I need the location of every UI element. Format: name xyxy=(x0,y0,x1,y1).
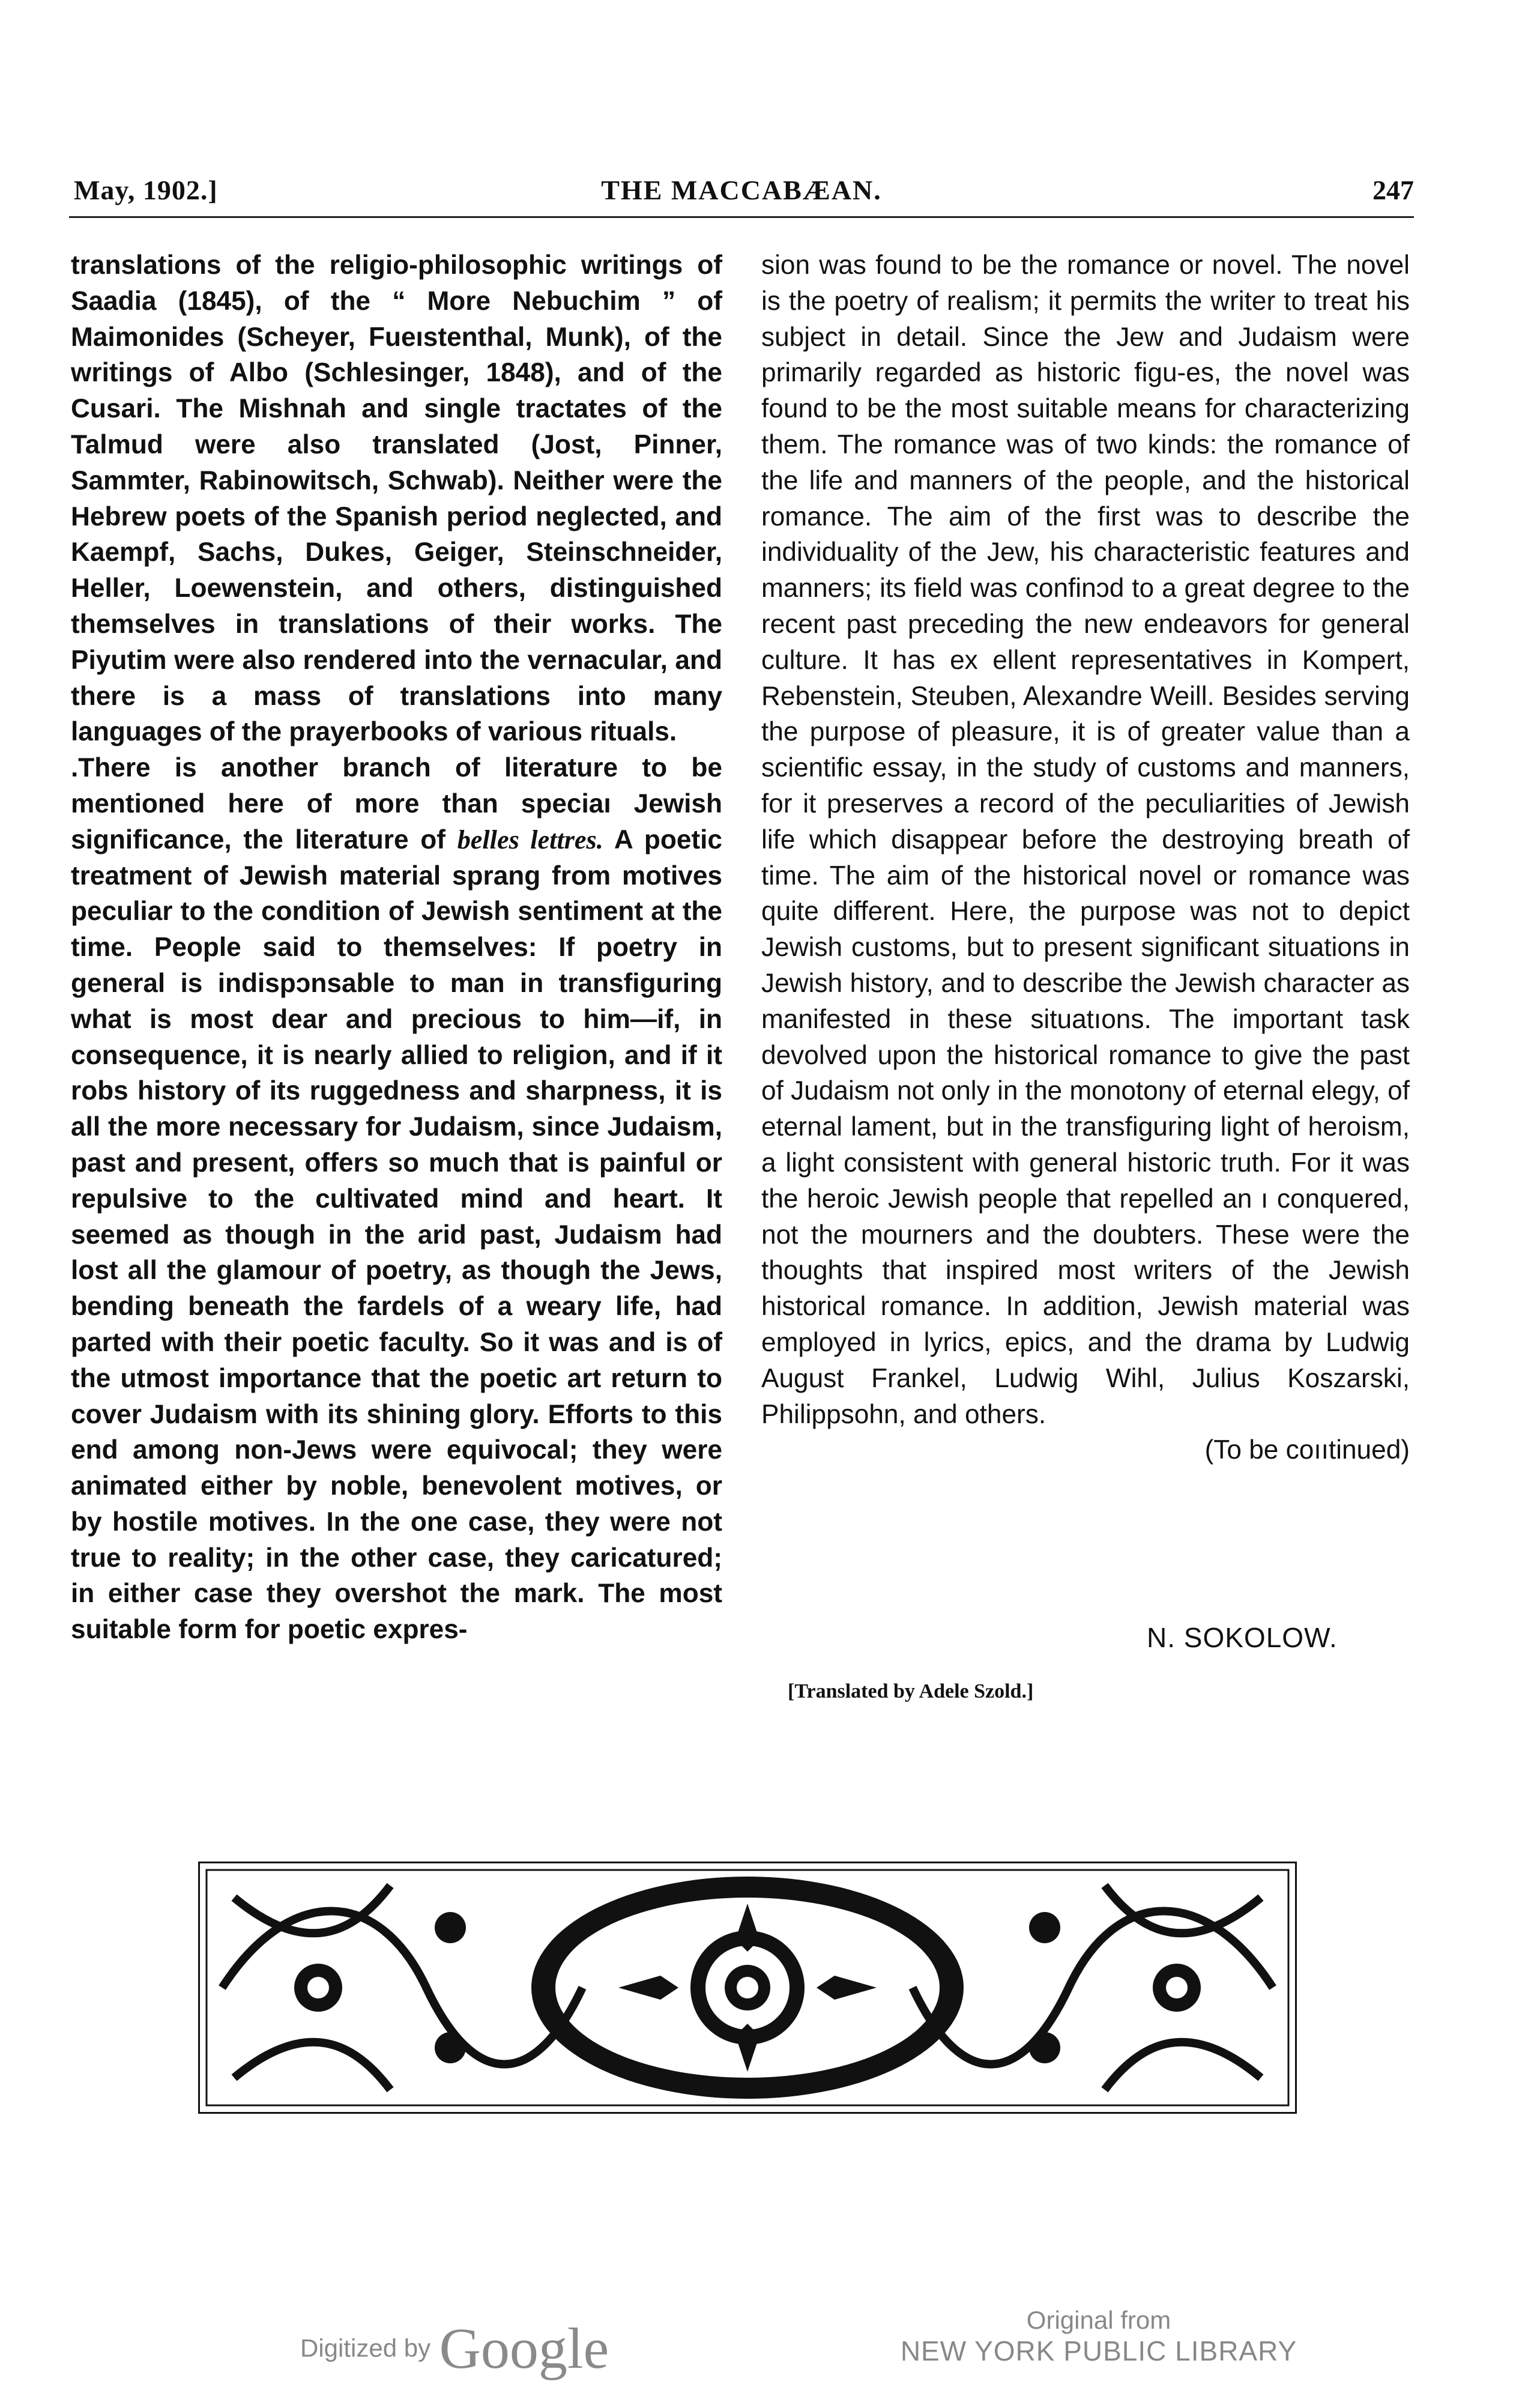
library-credit xyxy=(889,2306,1309,2367)
library-name: NEW YORK PUBLIC LIBRARY xyxy=(900,2335,1297,2367)
page-number: 247 xyxy=(1372,175,1414,205)
left-column xyxy=(71,247,722,1648)
right-paragraph-1: sion was found to be the romance or novel. The novel is the poetry of realism; it permits the writer to treat his subject in detail. Since the Jew and Judaism were primarily regarded as historic figu‐es, the novel was found to be the most suitable means for characterizing them. The romance was of two kinds: the romance of the life and manners of the people, and the historical romance. The aim of the first was to describe the individuality of the Jew, his characteristic features and manners; its field was confinɔd to a great degree to the recent past preceding the new endeavors for general culture. It has ex ellent representatives in Kompert, Rebenstein, Steuben, Alexandre Weill. Besides serving the purpose of pleasure, it is of greater value than a scientific essay, in the study of customs and manners, for it preserves a record of the peculiarities of Jewish life which disappear before the destroying breath of time. The aim of the historical novel or romance was quite different. Here, the purpose was not to depict Jewish customs, but to present significant situations in Jewish history, and to describe the Jewish character as manifested in these situatıons. The important task devolved upon the historical romance to give the past of Judaism not only in the monotony of eternal elegy, of eternal lament, but in the transfiguring light of heroism, a light consistent with general historic truth. For it was the heroic Jewish people that repelled an ı conquered, not the mourners and the doubters. These were the thoughts that inspired most writers of the Jewish historical romance. In addition, Jewish material was employed in lyrics, epics, and the drama by Ludwig August Frankel, Ludwig Wihl, Julius Koszarski, Philippsohn, and others. xyxy=(761,250,1410,1429)
digitized-by-text: Digitized by xyxy=(300,2334,431,2362)
issue-date: May, 1902.] xyxy=(74,175,218,205)
to-be-continued: (To be coııtinued) xyxy=(1204,1435,1410,1465)
running-header xyxy=(69,174,1414,215)
paragraph-2-start: .There is another branch of literature to be mentioned here of more than speciaı Jewish significance, the literature of xyxy=(71,753,722,855)
journal-title: THE MACCABÆAN. xyxy=(601,175,882,205)
paragraph-2-rest: A poetic treatment of Jewish material sprang from motives peculiar to the condition of Jewish sentiment at the time. People said to themselves: If poetry in general is indispɔnsable to man in transfiguring what is most dear and precious to him—if, in consequence, it is nearly allied to religion, and if it robs history of its ruggedness and sharpness, it is all the more necessary for Judaism, since Judaism, past and present, offers so much that is painful or repulsive to the cultivated mind and heart. It seemed as though in the arid past, Judaism had lost all the glamour of poetry, as though the Jews, bending beneath the fardels of a weary life, had parted with their poetic faculty. So it was and is of the utmost importance that the poetic art return to cover Judaism with its shining glory. Efforts to this end among non-Jews were equivocal; they were animated either by noble, benevolent motives, or by hostile motives. In the one case, they were not true to reality; in the other case, they caricatured; in either case they overshot the mark. The most suitable form for poetic expres- xyxy=(71,824,723,1645)
google-digitized-mark xyxy=(300,2315,609,2382)
google-logo: Google xyxy=(439,2316,609,2380)
belles-lettres-italic: belles lettres. xyxy=(457,824,603,855)
left-paragraph-2 xyxy=(71,750,722,1648)
left-paragraph-1: translations of the religio-philosophic writings of Saadia (1845), of the “ More Nebuchim ” of Maimonides (Scheyer, Fueıstenthal, Munk), of the writings of Albo (Schlesinger, 1848), and of the Cusari. The Mishnah and single tractates of the Talmud were also translated (Jost, Pinner, Sammter, Rabinowitsch, Schwab). Neither were the Hebrew poets of the Spanish period neglected, and Kaempf, Sachs, Dukes, Geiger, Steinschneider, Heller, Loewenstein, and others, distinguished themselves in translations of their works. The Piyutim were also rendered into the vernacular, and there is a mass of translations into many languages of the prayerbooks of various rituals. xyxy=(71,250,722,747)
header-rule xyxy=(69,216,1414,218)
right-column xyxy=(761,247,1410,1468)
original-from-text: Original from xyxy=(1026,2306,1171,2334)
decorative-ornament-icon xyxy=(198,1862,1297,2114)
translator-credit: [Translated by Adele Szold.] xyxy=(788,1680,1034,1702)
author-signature: N. SOKOLOW. xyxy=(1147,1622,1338,1653)
